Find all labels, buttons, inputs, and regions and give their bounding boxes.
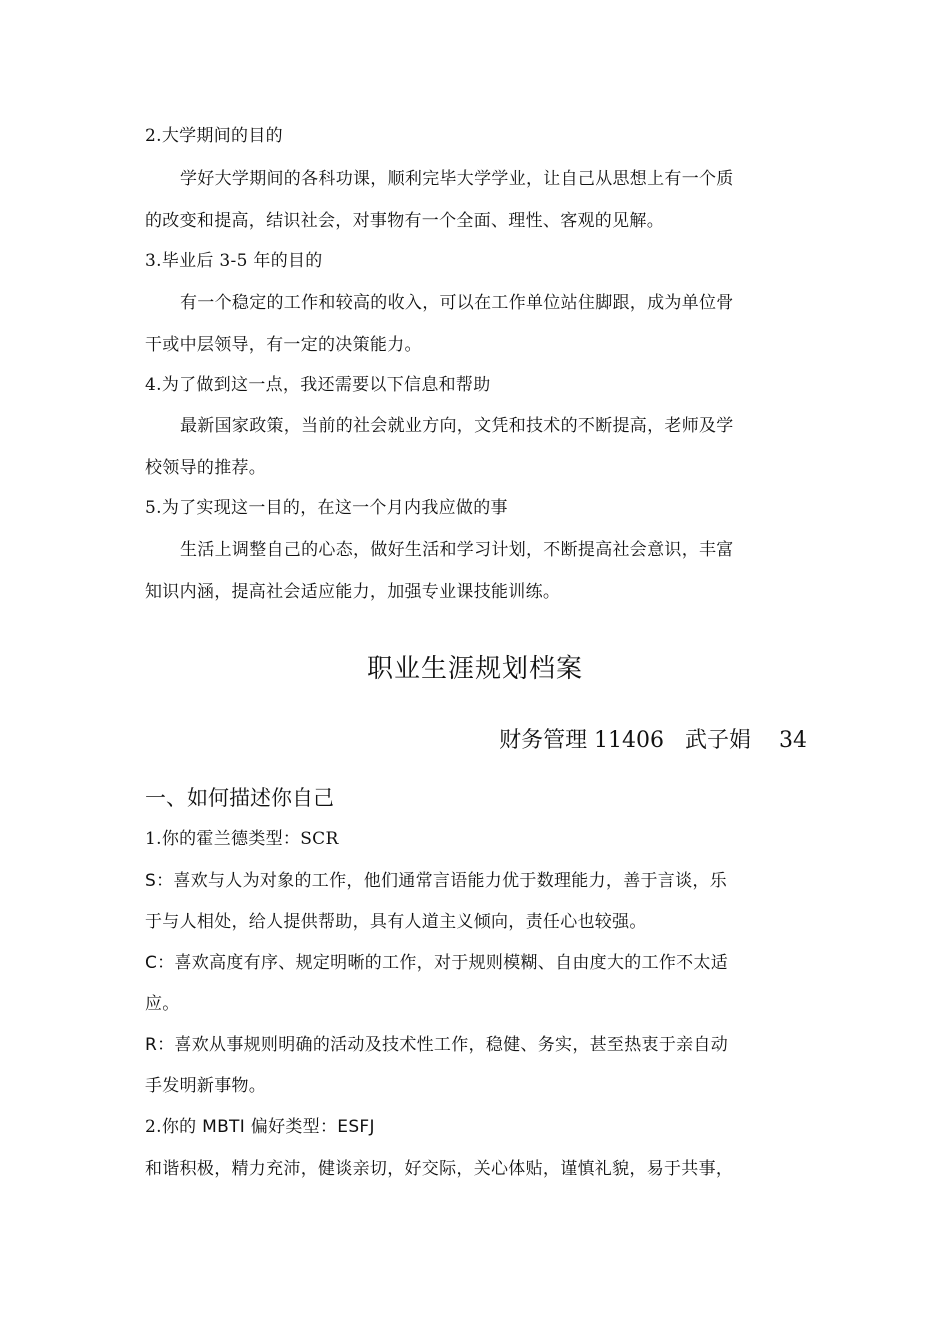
paragraph-line: 和谐积极，精力充沛，健谈亲切，好交际，关心体贴，谨慎礼貌，易于共事， <box>145 1159 734 1179</box>
mbti-value: ESFJ <box>337 1117 375 1137</box>
mbti-heading <box>145 1117 375 1137</box>
archive-title: 职业生涯规划档案 <box>366 654 583 684</box>
description-text: ：喜欢与人为对象的工作，他们通常言语能力优于数理能力，善于言谈，乐 <box>156 871 727 891</box>
paragraph-line: 最新国家政策，当前的社会就业方向，文凭和技术的不断提高，老师及学 <box>180 416 734 436</box>
paragraph-line: 的改变和提高，结识社会，对事物有一个全面、理性、客观的见解。 <box>145 211 664 231</box>
paragraph-line: 应。 <box>145 994 180 1014</box>
mbti-term: MBTI <box>202 1117 246 1137</box>
holland-c-line <box>145 953 728 973</box>
author-line: 财务管理 11406 武子娟 34 <box>499 728 807 753</box>
description-text: ：喜欢从事规则明确的活动及技术性工作，稳健、务实，甚至热衷于亲自动 <box>157 1035 729 1055</box>
paragraph-line: 学好大学期间的各科功课，顺利完毕大学学业，让自己从思想上有一个质 <box>180 169 734 189</box>
holland-s-line <box>145 871 727 891</box>
mbti-prefix: 2.你的 <box>145 1117 203 1137</box>
type-letter-r: R <box>145 1035 158 1055</box>
holland-heading: 1.你的霍兰德类型：SCR <box>145 829 339 849</box>
type-letter-c: C <box>145 953 158 973</box>
paragraph-line: 生活上调整自己的心态，做好生活和学习计划，不断提高社会意识，丰富 <box>180 540 734 560</box>
paragraph-line: 于与人相处，给人提供帮助，具有人道主义倾向，责任心也较强。 <box>145 912 647 932</box>
holland-r-line <box>145 1035 728 1055</box>
paragraph-line: 知识内涵，提高社会适应能力，加强专业课技能训练。 <box>145 582 561 602</box>
heading-needed-help: 4.为了做到这一点，我还需要以下信息和帮助 <box>145 375 491 395</box>
heading-monthly-plan: 5.为了实现这一目的，在这一个月内我应做的事 <box>145 498 508 518</box>
type-letter-s: S <box>145 871 157 891</box>
paragraph-line: 干或中层领导，有一定的决策能力。 <box>145 335 422 355</box>
heading-post-graduation-goal: 3.毕业后 3-5 年的目的 <box>145 251 323 271</box>
paragraph-line: 有一个稳定的工作和较高的收入，可以在工作单位站住脚跟，成为单位骨 <box>180 293 734 313</box>
paragraph-line: 校领导的推荐。 <box>145 458 267 478</box>
description-text: ：喜欢高度有序、规定明晰的工作，对于规则模糊、自由度大的工作不太适 <box>157 953 729 973</box>
mbti-mid: 偏好类型： <box>245 1117 338 1137</box>
paragraph-line: 手发明新事物。 <box>145 1076 267 1096</box>
heading-university-goal: 2.大学期间的目的 <box>145 126 283 146</box>
section-title: 一、如何描述你自己 <box>145 786 334 810</box>
